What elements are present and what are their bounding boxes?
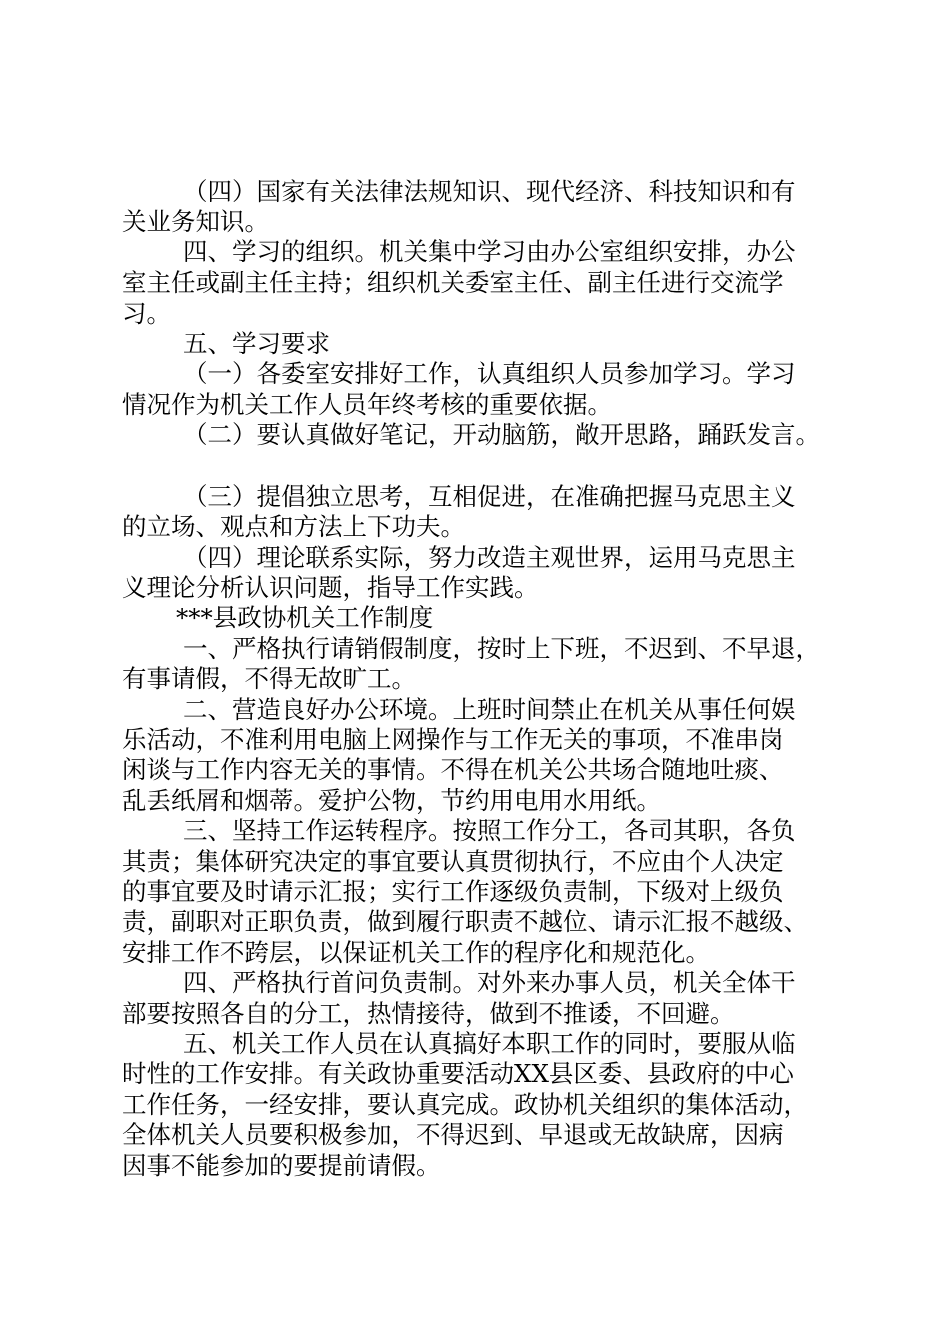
text-line: 三、坚持工作运转程序。按照工作分工，各司其职，各负 [183,816,796,845]
text-line: 乐活动，不准利用电脑上网操作与工作无关的事项，不准串岗 [122,725,784,754]
text-line: 习。 [122,299,171,328]
text-line: 因事不能参加的要提前请假。 [122,1151,441,1180]
text-line: 的立场、观点和方法上下功夫。 [122,512,465,541]
text-line: （三）提倡独立思考，互相促进，在准确把握马克思主义 [183,482,796,511]
text-line: 时性的工作安排。有关政协重要活动XX县区委、县政府的中心 [122,1059,794,1088]
text-line: 工作任务，一经安排，要认真完成。政协机关组织的集体活动， [122,1090,808,1119]
text-line: 四、严格执行首问负责制。对外来办事人员，机关全体干 [183,968,796,997]
text-line: 二、营造良好办公环境。上班时间禁止在机关从事任何娱 [183,695,796,724]
text-line: 其责；集体研究决定的事宜要认真贯彻执行，不应由个人决定 [122,847,784,876]
text-line: 情况作为机关工作人员年终考核的重要依据。 [122,390,612,419]
text-line: （四）理论联系实际，努力改造主观世界，运用马克思主 [183,543,796,572]
section-heading: 五、学习要求 [183,329,330,358]
text-line: 部要按照各自的分工，热情接待，做到不推诿，不回避。 [122,999,735,1028]
text-line: 四、学习的组织。机关集中学习由办公室组织安排，办公 [183,237,796,266]
text-line: 室主任或副主任主持；组织机关委室主任、副主任进行交流学 [122,268,784,297]
text-line: 闲谈与工作内容无关的事情。不得在机关公共场合随地吐痰、 [122,755,784,784]
text-line: （四）国家有关法律法规知识、现代经济、科技知识和有 [183,177,796,206]
text-line: 责，副职对正职负责，做到履行职责不越位、请示汇报不越级、 [122,907,808,936]
text-line: 安排工作不跨层，以保证机关工作的程序化和规范化。 [122,938,710,967]
text-line: 义理论分析认识问题，指导工作实践。 [122,573,539,602]
text-line: 全体机关人员要积极参加，不得迟到、早退或无故缺席，因病 [122,1120,784,1149]
text-line: 的事宜要及时请示汇报；实行工作逐级负责制，下级对上级负 [122,877,784,906]
document-title: ***县政协机关工作制度 [176,603,434,632]
text-line: 关业务知识。 [122,207,269,236]
text-line: 一、严格执行请销假制度，按时上下班，不迟到、不早退， [183,634,820,663]
text-line: （一）各委室安排好工作，认真组织人员参加学习。学习 [183,359,796,388]
text-line: 有事请假，不得无故旷工。 [122,664,416,693]
text-line: 五、机关工作人员在认真搞好本职工作的同时，要服从临 [183,1029,796,1058]
text-line: 乱丢纸屑和烟蒂。爱护公物，节约用电用水用纸。 [122,786,661,815]
text-line: （二）要认真做好笔记，开动脑筋，敞开思路，踊跃发言。 [183,420,820,449]
